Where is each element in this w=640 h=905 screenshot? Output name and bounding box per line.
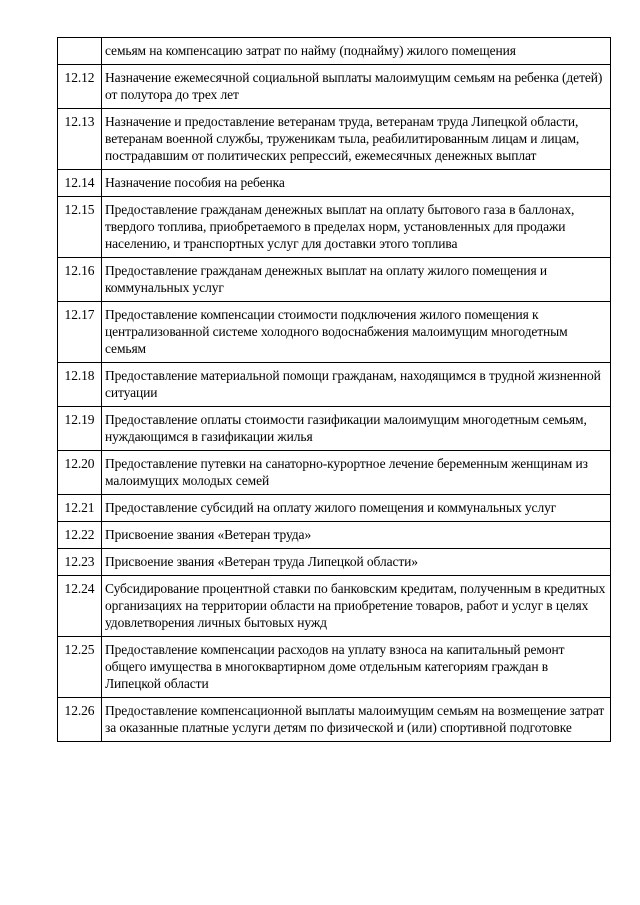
table-row (58, 197, 611, 258)
row-number: 12.24 (58, 576, 102, 637)
table-row (58, 522, 611, 549)
table-row (58, 170, 611, 197)
table-row (58, 363, 611, 407)
row-number: 12.22 (58, 522, 102, 549)
table-row (58, 637, 611, 698)
services-table (57, 37, 611, 742)
row-text: Предоставление гражданам денежных выплат на оплату бытового газа в баллонах, твердого топлива, приобретаемого в пределах норм, установленных для продажи населению, и транспортных услуг для доставки этого топлива (102, 197, 611, 258)
table-row (58, 576, 611, 637)
row-number: 12.14 (58, 170, 102, 197)
row-text: Назначение пособия на ребенка (102, 170, 611, 197)
row-number: 12.19 (58, 407, 102, 451)
table-row (58, 65, 611, 109)
row-text: Предоставление субсидий на оплату жилого помещения и коммунальных услуг (102, 495, 611, 522)
row-number: 12.13 (58, 109, 102, 170)
table-row (58, 109, 611, 170)
row-text: Субсидирование процентной ставки по банковским кредитам, полученным в кредитных организациях на территории области на приобретение товаров, работ и услуг в целях удовлетворения личных бытовых нужд (102, 576, 611, 637)
row-number: 12.17 (58, 302, 102, 363)
row-number: 12.16 (58, 258, 102, 302)
row-number: 12.18 (58, 363, 102, 407)
row-text: семьям на компенсацию затрат по найму (поднайму) жилого помещения (102, 38, 611, 65)
table-row (58, 302, 611, 363)
row-text: Предоставление компенсации расходов на уплату взноса на капитальный ремонт общего имущества в многоквартирном доме отдельным категориям граждан в Липецкой области (102, 637, 611, 698)
row-number: 12.26 (58, 698, 102, 742)
row-number: 12.15 (58, 197, 102, 258)
row-number: 12.25 (58, 637, 102, 698)
table-row (58, 38, 611, 65)
row-text: Предоставление оплаты стоимости газификации малоимущим многодетным семьям, нуждающимся в газификации жилья (102, 407, 611, 451)
table-row (58, 451, 611, 495)
table-row (58, 407, 611, 451)
table-row (58, 698, 611, 742)
table-row (58, 258, 611, 302)
row-text: Присвоение звания «Ветеран труда Липецкой области» (102, 549, 611, 576)
row-text: Предоставление материальной помощи гражданам, находящимся в трудной жизненной ситуации (102, 363, 611, 407)
row-text: Присвоение звания «Ветеран труда» (102, 522, 611, 549)
table-row (58, 549, 611, 576)
row-text: Назначение ежемесячной социальной выплаты малоимущим семьям на ребенка (детей) от полутора до трех лет (102, 65, 611, 109)
row-text: Предоставление путевки на санаторно-курортное лечение беременным женщинам из малоимущих молодых семей (102, 451, 611, 495)
row-number (58, 38, 102, 65)
row-number: 12.21 (58, 495, 102, 522)
row-number: 12.20 (58, 451, 102, 495)
row-text: Предоставление гражданам денежных выплат на оплату жилого помещения и коммунальных услуг (102, 258, 611, 302)
row-text: Назначение и предоставление ветеранам труда, ветеранам труда Липецкой области, ветеранам военной службы, труженикам тыла, реабилитированным лицам и лицам, пострадавшим от политических репрессий, ежемесячных денежных выплат (102, 109, 611, 170)
row-number: 12.12 (58, 65, 102, 109)
row-text: Предоставление компенсационной выплаты малоимущим семьям на возмещение затрат за оказанные платные услуги детям по физической и (или) спортивной подготовке (102, 698, 611, 742)
row-text: Предоставление компенсации стоимости подключения жилого помещения к централизованной системе холодного водоснабжения малоимущим многодетным семьям (102, 302, 611, 363)
table-row (58, 495, 611, 522)
row-number: 12.23 (58, 549, 102, 576)
